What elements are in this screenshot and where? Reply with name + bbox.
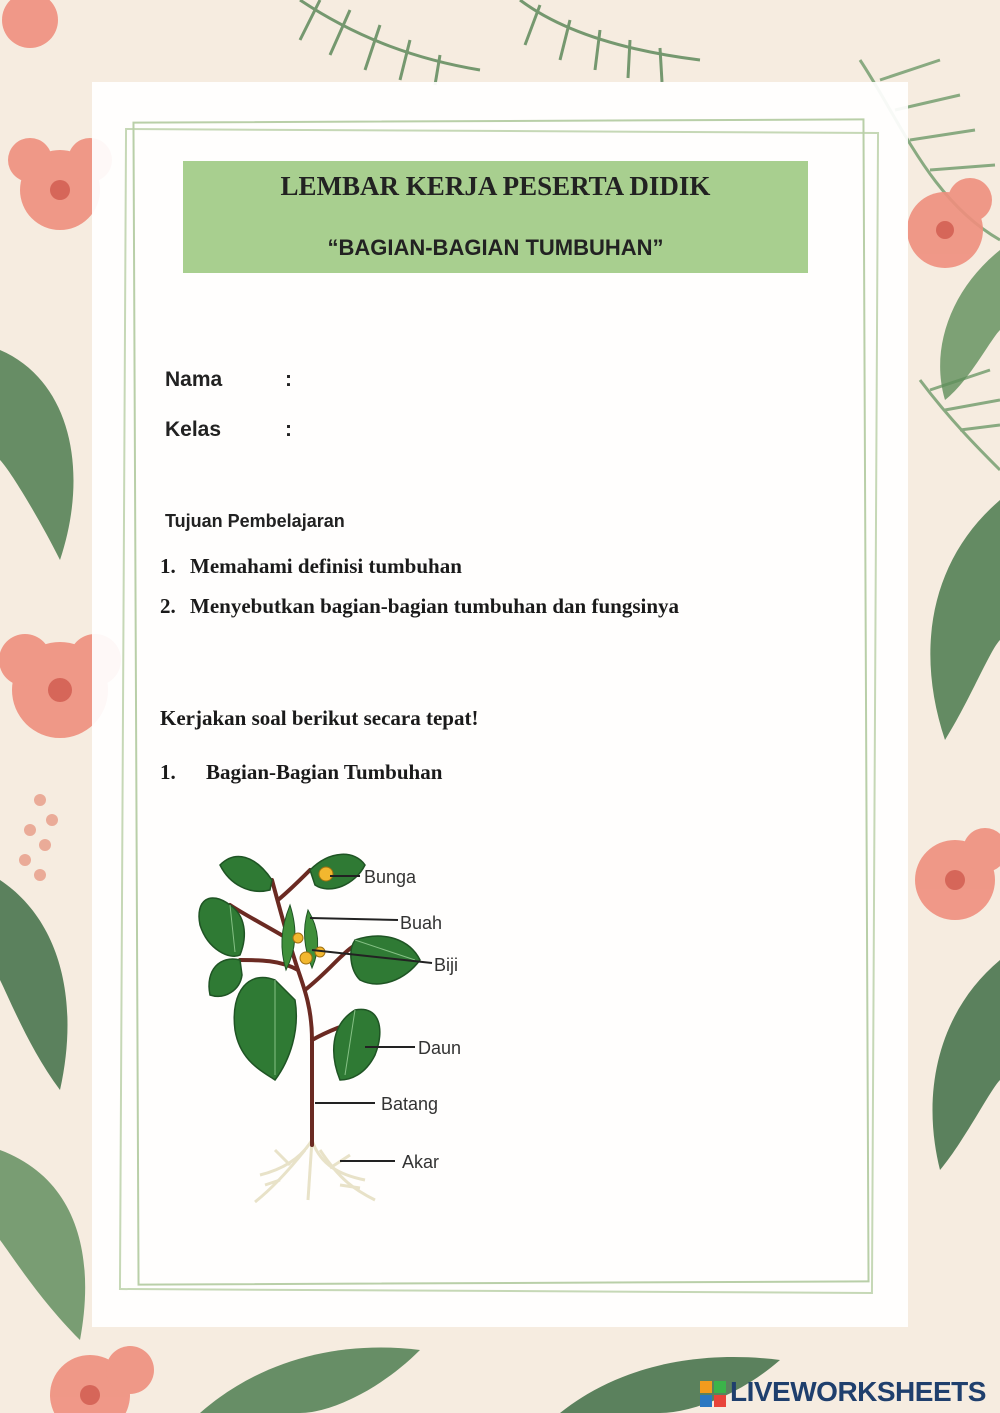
- name-colon: :: [285, 368, 292, 391]
- worksheet-subtitle: “BAGIAN-BAGIAN TUMBUHAN”: [327, 235, 664, 260]
- leaf-icon: [200, 1348, 420, 1413]
- leaf-icon: [933, 960, 1000, 1170]
- question-heading: [160, 760, 442, 785]
- objective-text: Memahami definisi tumbuhan: [190, 554, 462, 578]
- flower-spike-icon: [19, 794, 58, 881]
- leaf-icon: [930, 500, 1000, 740]
- objective-item: [160, 594, 679, 619]
- objectives-heading: Tujuan Pembelajaran: [165, 511, 345, 531]
- label-akar: Akar: [402, 1152, 440, 1172]
- question-title: Bagian-Bagian Tumbuhan: [206, 760, 443, 784]
- leaf-icon: [0, 880, 68, 1090]
- header-banner: [183, 161, 808, 273]
- liveworksheets-watermark: [700, 1376, 986, 1410]
- palm-leaf-icon: [300, 0, 700, 85]
- worksheet-title: LEMBAR KERJA PESERTA DIDIK: [280, 171, 711, 201]
- label-biji: Biji: [434, 955, 459, 975]
- leaf-icon: [0, 1150, 85, 1340]
- label-buah: Buah: [400, 913, 443, 933]
- label-batang: Batang: [381, 1094, 439, 1114]
- name-label: Nama: [165, 368, 223, 391]
- objective-number: 2.: [160, 594, 176, 618]
- instruction-text: Kerjakan soal berikut secara tepat!: [160, 706, 479, 730]
- objective-text: Menyebutkan bagian-bagian tumbuhan dan fungsinya: [190, 594, 680, 618]
- label-daun: Daun: [418, 1038, 462, 1058]
- class-label: Kelas: [165, 418, 222, 441]
- label-bunga: Bunga: [364, 867, 417, 887]
- liveworksheets-logo-icon: [700, 1381, 726, 1407]
- watermark-text: LIVEWORKSHEETS: [730, 1376, 986, 1407]
- leaf-icon: [0, 350, 74, 560]
- objective-number: 1.: [160, 554, 176, 578]
- roots-drawing: [255, 1140, 375, 1202]
- objective-item: [160, 554, 462, 579]
- question-number: 1.: [160, 760, 176, 784]
- plant-parts-diagram: [180, 830, 500, 1220]
- class-colon: :: [285, 418, 292, 441]
